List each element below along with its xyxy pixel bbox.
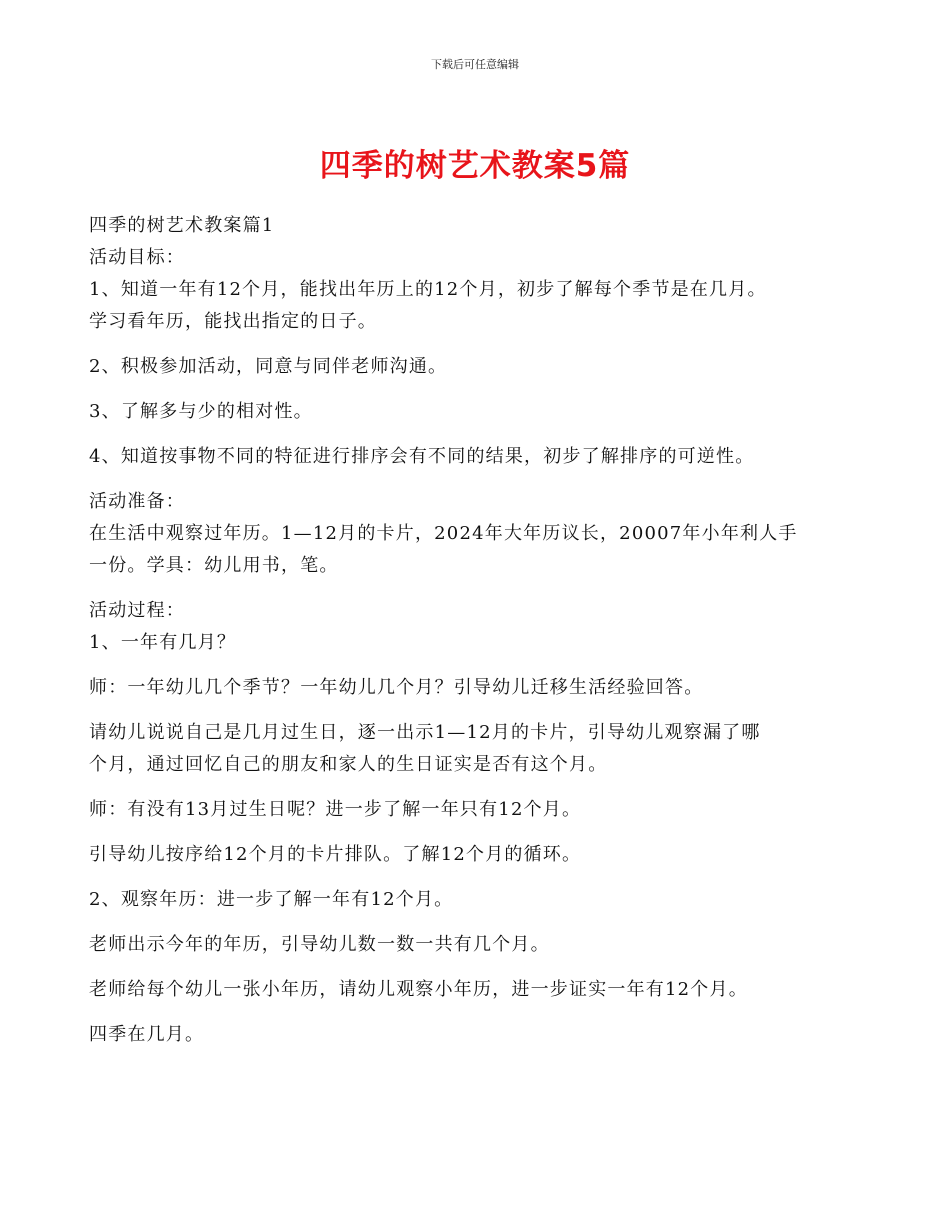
paragraph: 请幼儿说说自己是几月过生日，逐一出示1—12月的卡片，引导幼儿观察漏了哪 <box>89 722 761 743</box>
paragraph: 四季在几月。 <box>89 1024 205 1045</box>
paragraph: 1、知道一年有12个月，能找出年历上的12个月，初步了解每个季节是在几月。 <box>89 279 767 300</box>
paragraph: 师：一年幼儿几个季节？一年幼儿几个月？引导幼儿迁移生活经验回答。 <box>89 677 704 698</box>
paragraph: 学习看年历，能找出指定的日子。 <box>89 311 377 332</box>
paragraph: 2、积极参加活动，同意与同伴老师沟通。 <box>89 356 448 377</box>
paragraph: 师：有没有13月过生日呢？进一步了解一年只有12个月。 <box>89 799 582 820</box>
paragraph: 引导幼儿按序给12个月的卡片排队。了解12个月的循环。 <box>89 844 582 865</box>
paragraph: 1、一年有几月？ <box>89 632 237 653</box>
paragraph: 3、了解多与少的相对性。 <box>89 401 313 422</box>
document-title: 四季的树艺术教案5篇 <box>319 148 631 184</box>
document-body <box>89 210 869 1051</box>
paragraph: 2、观察年历：进一步了解一年有12个月。 <box>89 889 454 910</box>
subheading-goals: 活动目标： <box>89 247 185 268</box>
paragraph: 个月，通过回忆自己的朋友和家人的生日证实是否有这个月。 <box>89 754 608 775</box>
header-note: 下载后可任意编辑 <box>431 58 519 71</box>
paragraph: 在生活中观察过年历。1—12月的卡片，2024年大年历议长，20007年小年利人手 <box>89 523 798 544</box>
subheading-preparation: 活动准备： <box>89 491 185 512</box>
paragraph: 老师给每个幼儿一张小年历，请幼儿观察小年历，进一步证实一年有12个月。 <box>89 979 748 1000</box>
paragraph: 4、知道按事物不同的特征进行排序会有不同的结果，初步了解排序的可逆性。 <box>89 446 755 467</box>
paragraph: 一份。学具：幼儿用书，笔。 <box>89 555 339 576</box>
subheading-process: 活动过程： <box>89 600 185 621</box>
section-heading: 四季的树艺术教案篇1 <box>89 215 275 236</box>
paragraph: 老师出示今年的年历，引导幼儿数一数一共有几个月。 <box>89 934 550 955</box>
